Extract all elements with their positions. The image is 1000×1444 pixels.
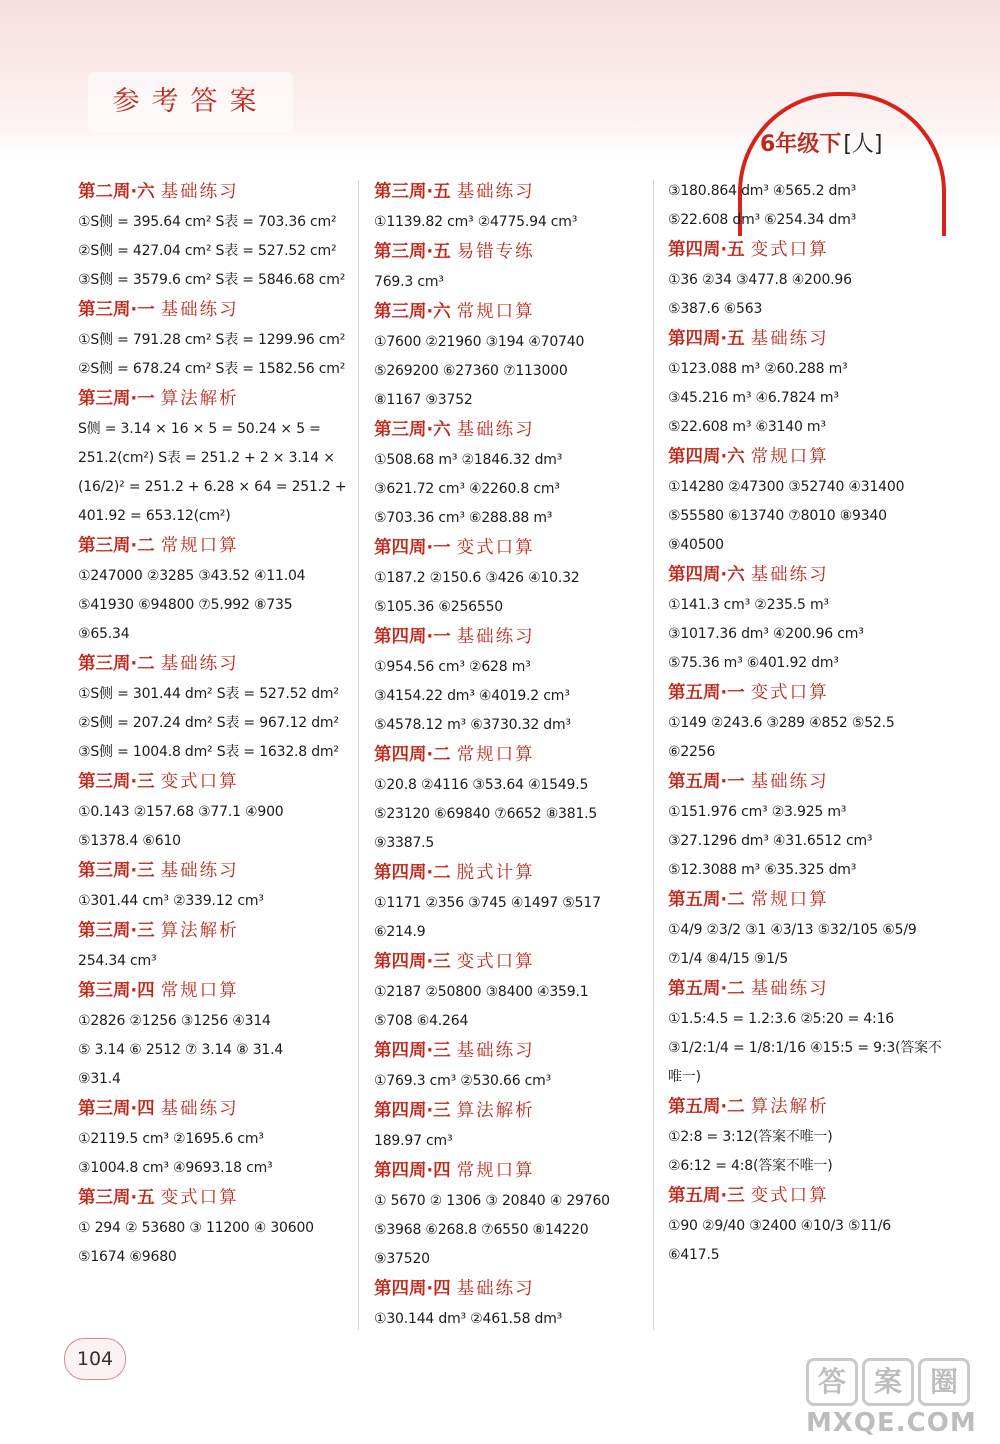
answer-line: ①2187 ②50800 ③8400 ④359.1 [374,984,589,1000]
watermark-text: MXQE.COM [806,1408,977,1438]
section-week: 第三周·五 [78,1188,155,1208]
answer-line: ①2119.5 cm³ ②1695.6 cm³ [78,1131,264,1147]
answer-line: ③621.72 cm³ ④2260.8 cm³ [374,481,560,497]
answer-line: ②S侧 = 678.24 cm² S表 = 1582.56 cm² [78,361,346,377]
answer-line: 254.34 cm³ [78,953,157,969]
answer-line: ②6:12 = 4:8(答案不唯一) [668,1158,833,1174]
answer-line: ③S侧 = 1004.8 dm² S表 = 1632.8 dm² [78,744,339,760]
section-week: 第四周·五 [668,329,745,349]
answer-line: ③45.216 m³ ④6.7824 m³ [668,390,839,406]
answer-line: ⑤55580 ⑥13740 ⑦8010 ⑧9340 [668,508,887,524]
section-week: 第四周·四 [374,1279,451,1299]
watermark-glyph: 案 [862,1358,914,1406]
watermark-logo [806,1358,976,1404]
answer-line: ①151.976 cm³ ②3.925 m³ [668,804,847,820]
section-kind: 基础练习 [456,1041,535,1061]
answer-line: ②S侧 = 207.24 dm² S表 = 967.12 dm² [78,715,339,731]
section-week: 第三周·一 [78,300,155,320]
section-heading [78,856,364,887]
answer-line: ⑤23120 ⑥69840 ⑦6652 ⑧381.5 [374,806,598,822]
section-heading [374,1096,660,1127]
answer-line: ⑤3968 ⑥268.8 ⑦6550 ⑧14220 [374,1222,589,1238]
answer-line: ⑤22.608 dm³ ⑥254.34 dm³ [668,212,857,228]
section-heading [668,885,954,916]
answer-line: ⑤22.608 m³ ⑥3140 m³ [668,419,826,435]
section-week: 第五周·二 [668,890,745,910]
section-kind: 常规口算 [750,890,829,910]
section-week: 第三周·三 [78,861,155,881]
section-kind: 常规口算 [456,745,535,765]
section-kind: 基础练习 [160,182,239,202]
section-heading [374,1036,660,1067]
answer-line: ⑤41930 ⑥94800 ⑦5.992 ⑧735 [78,597,293,613]
section-kind: 变式口算 [160,1188,239,1208]
answer-line: ① 5670 ② 1306 ③ 20840 ④ 29760 [374,1193,610,1209]
section-heading [78,916,364,947]
section-heading [374,740,660,771]
answer-column-1 [78,177,364,1272]
answer-line: 唯一) [668,1069,701,1085]
section-heading [668,767,954,798]
section-heading [374,533,660,564]
section-week: 第四周·六 [668,447,745,467]
answer-line: ①247000 ②3285 ③43.52 ④11.04 [78,568,306,584]
page-number: 104 [64,1338,126,1380]
answer-line: ③4154.22 dm³ ④4019.2 cm³ [374,688,570,704]
answer-line: ①2:8 = 3:12(答案不唯一) [668,1129,833,1145]
section-kind: 变式口算 [160,772,239,792]
section-kind: 常规口算 [160,536,239,556]
section-kind: 常规口算 [456,1161,535,1181]
section-week: 第四周·二 [374,745,451,765]
answer-column-2 [374,177,660,1334]
answer-line: ⑥2256 [668,744,716,760]
answer-line: ①1139.82 cm³ ②4775.94 cm³ [374,214,578,230]
section-kind: 变式口算 [750,1186,829,1206]
answer-line: ①1.5:4.5 = 1.2:3.6 ②5:20 = 4:16 [668,1011,894,1027]
section-heading [374,622,660,653]
answer-line: ①301.44 cm³ ②339.12 cm³ [78,893,264,909]
answer-line: ①20.8 ②4116 ③53.64 ④1549.5 [374,777,589,793]
section-kind: 常规口算 [456,302,535,322]
answer-line: ①4/9 ②3/2 ③1 ④3/13 ⑤32/105 ⑥5/9 [668,922,917,938]
answer-line: ⑤708 ⑥4.264 [374,1013,469,1029]
section-heading [374,947,660,978]
grade-text: 6年级下 [760,132,842,157]
section-week: 第四周·六 [668,565,745,585]
section-kind: 基础练习 [160,300,239,320]
title-box [88,72,293,132]
section-kind: 常规口算 [750,447,829,467]
section-week: 第四周·三 [374,1041,451,1061]
answer-line: ①954.56 cm³ ②628 m³ [374,659,531,675]
answer-line: ③1017.36 dm³ ④200.96 cm³ [668,626,864,642]
answer-line: ⑤ 3.14 ⑥ 2512 ⑦ 3.14 ⑧ 31.4 [78,1042,284,1058]
section-heading [78,767,364,798]
section-kind: 变式口算 [456,952,535,972]
answer-line: ①90 ②9/40 ③2400 ④10/3 ⑤11/6 [668,1218,891,1234]
section-kind: 基础练习 [750,565,829,585]
section-week: 第三周·三 [78,921,155,941]
section-week: 第三周·四 [78,981,155,1001]
section-heading [78,177,364,208]
section-heading [668,1181,954,1212]
section-heading [668,442,954,473]
answer-line: ①141.3 cm³ ②235.5 m³ [668,597,829,613]
answer-line: ①187.2 ②150.6 ③426 ④10.32 [374,570,580,586]
answer-line: ①14280 ②47300 ③52740 ④31400 [668,479,905,495]
section-heading [78,1183,364,1214]
answer-line: ⑧1167 ⑨3752 [374,392,473,408]
answer-line: ⑥214.9 [374,924,426,940]
answer-line: 251.2(cm²) S表 = 251.2 + 2 × 3.14 × [78,450,335,466]
answer-line: ⑨65.34 [78,626,130,642]
section-kind: 基础练习 [160,1099,239,1119]
section-week: 第四周·三 [374,952,451,972]
answer-line: ③1/2:1/4 = 1/8:1/16 ④15:5 = 9:3(答案不 [668,1040,942,1056]
section-kind: 基础练习 [456,420,535,440]
section-heading [668,235,954,266]
answer-line: ⑤703.36 cm³ ⑥288.88 m³ [374,510,553,526]
answer-line: ①S侧 = 791.28 cm² S表 = 1299.96 cm² [78,332,346,348]
answer-line: ⑤105.36 ⑥256550 [374,599,503,615]
answer-line: ⑤387.6 ⑥563 [668,301,763,317]
section-kind: 基础练习 [750,772,829,792]
answer-line: ⑦1/4 ⑧4/15 ⑨1/5 [668,951,789,967]
section-kind: 算法解析 [160,389,239,409]
section-heading [374,1156,660,1187]
section-kind: 变式口算 [456,538,535,558]
section-week: 第四周·四 [374,1161,451,1181]
section-kind: 常规口算 [160,981,239,1001]
answer-line: ③S侧 = 3579.6 cm² S表 = 5846.68 cm² [78,272,346,288]
section-kind: 基础练习 [160,654,239,674]
section-week: 第五周·一 [668,772,745,792]
answer-line: S侧 = 3.14 × 16 × 5 = 50.24 × 5 = [78,421,321,437]
section-kind: 脱式计算 [456,863,535,883]
section-kind: 基础练习 [750,329,829,349]
section-heading [668,974,954,1005]
answer-line: ⑤12.3088 m³ ⑥35.325 dm³ [668,862,857,878]
edition-text: [人] [843,132,883,157]
answer-line: ①1171 ②356 ③745 ④1497 ⑤517 [374,895,601,911]
answer-line: ⑨31.4 [78,1071,121,1087]
section-week: 第三周·五 [374,242,451,262]
section-kind: 基础练习 [456,1279,535,1299]
section-heading [374,177,660,208]
answer-line: ①30.144 dm³ ②461.58 dm³ [374,1311,563,1327]
answer-line: ⑤269200 ⑥27360 ⑦113000 [374,363,568,379]
section-week: 第四周·五 [668,240,745,260]
section-week: 第五周·二 [668,979,745,999]
answer-line: ⑨37520 [374,1251,430,1267]
section-heading [78,976,364,1007]
answer-line: ③27.1296 dm³ ④31.6512 cm³ [668,833,873,849]
answer-line: ⑤1674 ⑥9680 [78,1249,177,1265]
answer-line: ⑤75.36 m³ ⑥401.92 dm³ [668,655,839,671]
answer-line: ⑤1378.4 ⑥610 [78,833,181,849]
section-kind: 基础练习 [750,979,829,999]
answer-line: ①0.143 ②157.68 ③77.1 ④900 [78,804,284,820]
section-heading [78,295,364,326]
answer-line: ①2826 ②1256 ③1256 ④314 [78,1013,271,1029]
answer-line: ⑨3387.5 [374,835,435,851]
section-heading [78,384,364,415]
section-week: 第三周·二 [78,654,155,674]
section-heading [374,297,660,328]
section-heading [668,678,954,709]
section-heading [668,560,954,591]
answer-line: 401.92 = 653.12(cm²) [78,508,231,524]
answer-line: ⑥417.5 [668,1247,720,1263]
answer-line: 769.3 cm³ [374,274,444,290]
answer-line: ③180.864 dm³ ④565.2 dm³ [668,183,857,199]
section-week: 第二周·六 [78,182,155,202]
answer-line: 189.97 cm³ [374,1133,453,1149]
section-kind: 变式口算 [750,240,829,260]
answer-line: (16/2)² = 251.2 + 6.28 × 64 = 251.2 + [78,479,347,495]
answer-line: ① 294 ② 53680 ③ 11200 ④ 30600 [78,1220,314,1236]
section-week: 第五周·二 [668,1097,745,1117]
section-week: 第三周·三 [78,772,155,792]
section-week: 第四周·三 [374,1101,451,1121]
section-heading [668,1092,954,1123]
answer-line: ①769.3 cm³ ②530.66 cm³ [374,1073,552,1089]
section-kind: 易错专练 [456,242,535,262]
page-title: 参考答案 [112,86,269,117]
watermark-glyph: 圈 [918,1358,970,1406]
section-week: 第三周·四 [78,1099,155,1119]
answer-line: ①36 ②34 ③477.8 ④200.96 [668,272,852,288]
section-week: 第三周·五 [374,182,451,202]
section-kind: 算法解析 [160,921,239,941]
watermark-glyph: 答 [806,1358,858,1406]
answer-line: ①149 ②243.6 ③289 ④852 ⑤52.5 [668,715,895,731]
section-heading [78,649,364,680]
section-week: 第三周·六 [374,420,451,440]
section-week: 第四周·一 [374,538,451,558]
section-heading [78,1094,364,1125]
grade-label [760,127,882,158]
section-week: 第三周·二 [78,536,155,556]
answer-line: ⑨40500 [668,537,724,553]
section-heading [374,415,660,446]
answer-line: ①S侧 = 395.64 cm² S表 = 703.36 cm² [78,214,337,230]
section-week: 第三周·一 [78,389,155,409]
section-kind: 算法解析 [456,1101,535,1121]
section-kind: 算法解析 [750,1097,829,1117]
section-heading [668,324,954,355]
section-week: 第四周·二 [374,863,451,883]
section-kind: 基础练习 [456,182,535,202]
section-kind: 基础练习 [456,627,535,647]
section-week: 第四周·一 [374,627,451,647]
answer-column-3 [668,177,954,1270]
section-heading [374,237,660,268]
answer-line: ①S侧 = 301.44 dm² S表 = 527.52 dm² [78,686,339,702]
answer-line: ①508.68 m³ ②1846.32 dm³ [374,452,563,468]
answer-line: ③1004.8 cm³ ④9693.18 cm³ [78,1160,273,1176]
section-week: 第五周·三 [668,1186,745,1206]
section-heading [374,858,660,889]
section-heading [78,531,364,562]
answer-line: ①123.088 m³ ②60.288 m³ [668,361,848,377]
section-week: 第五周·一 [668,683,745,703]
section-kind: 变式口算 [750,683,829,703]
answer-line: ①7600 ②21960 ③194 ④70740 [374,334,585,350]
section-kind: 基础练习 [160,861,239,881]
answer-line: ②S侧 = 427.04 cm² S表 = 527.52 cm² [78,243,337,259]
section-heading [374,1274,660,1305]
section-week: 第三周·六 [374,302,451,322]
answer-line: ⑤4578.12 m³ ⑥3730.32 dm³ [374,717,571,733]
